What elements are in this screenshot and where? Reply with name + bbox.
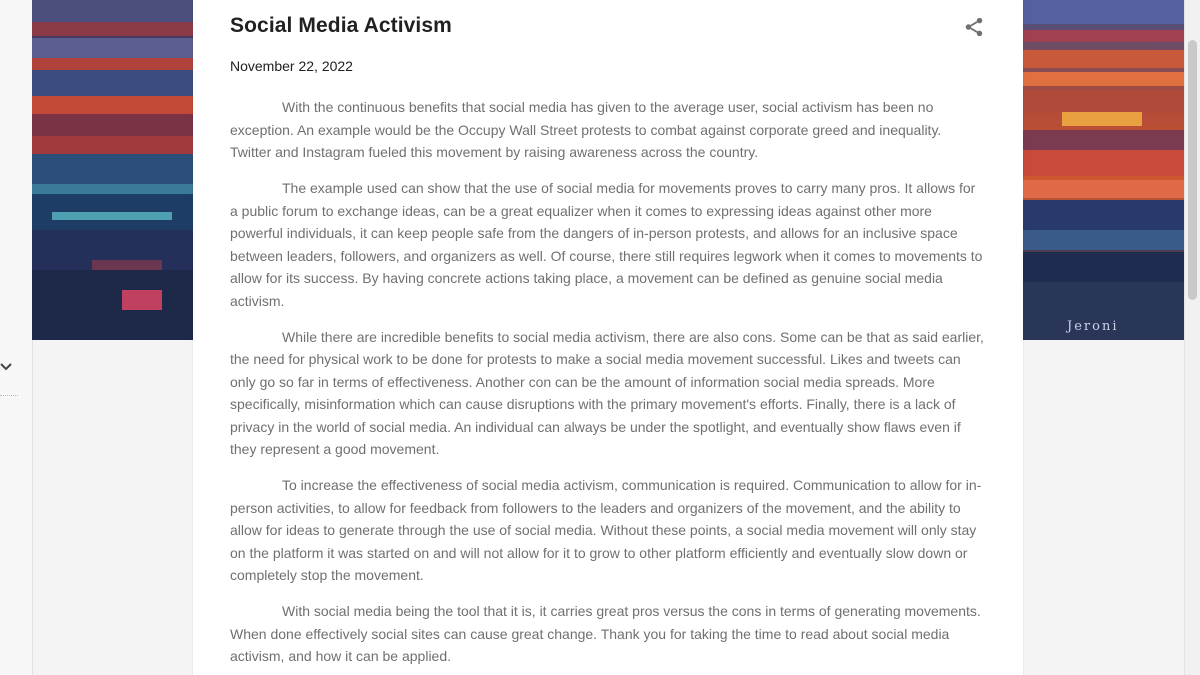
page-scrollbar[interactable] (1184, 0, 1200, 675)
scrollbar-thumb[interactable] (1188, 40, 1197, 300)
painting-signature: Jeroni (1067, 319, 1119, 334)
painting-strokes-left (32, 0, 193, 340)
sidebar-separator (0, 395, 18, 397)
painting-strokes-right (1023, 0, 1185, 340)
sidebar-gutter (0, 0, 32, 675)
chevron-down-icon[interactable] (0, 360, 14, 374)
post-paragraph: The example used can show that the use of social media for movements proves to carry many pros. It allows for a public forum to exchange ideas, can be a great equalizer when it comes to expressing ideas against other more powerful individuals, it can keep people safe from the dangers of in-person protests, and allows for an inclusive space between leaders, followers, and organizers as well. Of course, there still requires legwork when it comes to movements to allow for its success. By having concrete actions taking place, a movement can be defined as genuine social media activism. (230, 180, 983, 309)
post-paragraph: While there are incredible benefits to social media activism, there are also cons. Some can be that as said earlier, the need for physical work to be done for protests to make a social media movement successful. Likes and tweets can only go so far in terms of effectiveness. Another con can be the amount of information social media spreads. More specifically, misinformation which can cause disruptions with the primary movement's efforts. Finally, there is a lack of privacy in the world of social media. An individual can always be under the spotlight, and eventually show flaws even if they represent a good movement. (230, 328, 984, 457)
post-body (230, 96, 986, 675)
post-paragraph: With social media being the tool that it is, it carries great pros versus the cons in terms of generating movements. When done effectively social sites can cause great change. Thank you for taking the time to read about social media activism, and how it can be applied. (230, 603, 981, 664)
share-icon[interactable] (963, 16, 985, 38)
post-paragraph: With the continuous benefits that social media has given to the average user, social activism has been no exception. An example would be the Occupy Wall Street protests to combat against corporate greed and inequality. Twitter and Instagram fueled this movement by raising awareness across the country. (230, 99, 942, 160)
blog-post-card (193, 0, 1023, 675)
post-title[interactable]: Social Media Activism (230, 14, 452, 37)
post-date[interactable]: November 22, 2022 (230, 58, 353, 74)
post-paragraph: To increase the effectiveness of social media activism, communication is required. Communication to allow for in-person activities, to allow for feedback from followers to the leaders and organizers of the movement, and the ability to allow for ideas to generate through the use of social media. Without these points, a social media movement will only stay on the platform it was started on and will not allow for it to grow to other platform efficiently and eventually slow down or completely stop the movement. (230, 477, 982, 583)
sidebar-divider (32, 340, 33, 675)
